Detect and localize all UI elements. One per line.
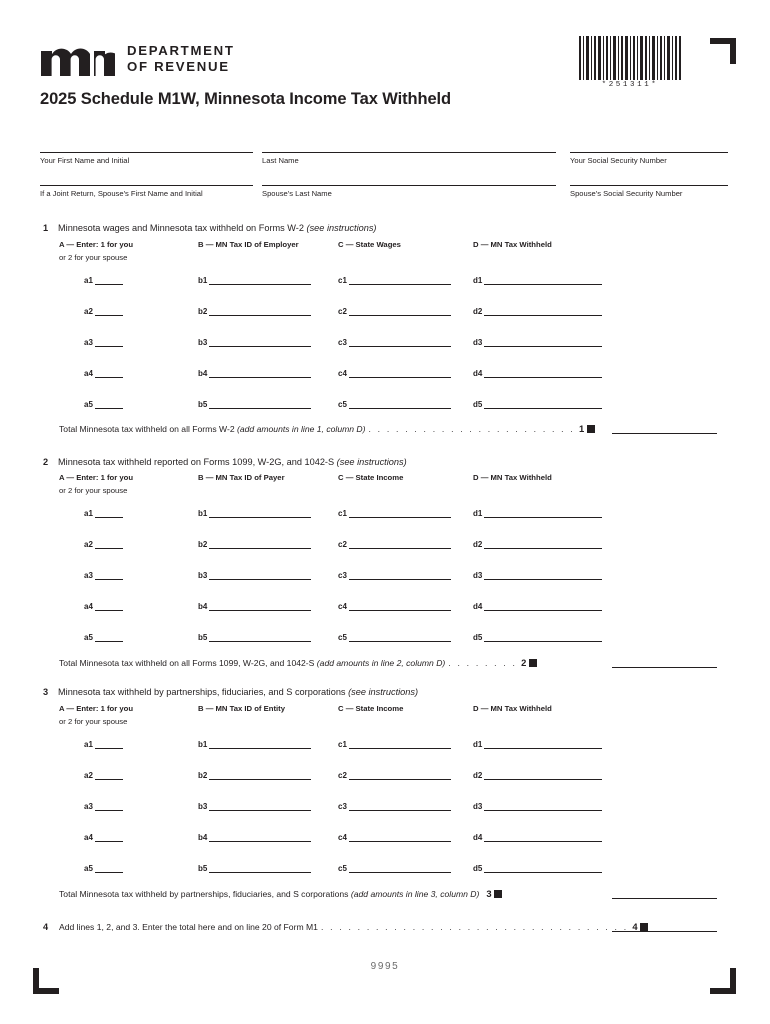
cell-line[interactable]	[484, 832, 602, 842]
line-4-number: 4	[43, 922, 49, 932]
input-s2-b3[interactable]	[198, 569, 311, 580]
cell-label: d3	[473, 338, 483, 347]
input-s2-c4[interactable]	[338, 600, 451, 611]
cell-line[interactable]	[349, 801, 451, 811]
cell-line[interactable]	[95, 863, 123, 873]
cell-label: c4	[338, 602, 347, 611]
section-2-column-a-head: A — Enter: 1 for you	[59, 473, 134, 482]
input-s1-c4[interactable]	[338, 367, 451, 378]
cell-label: b2	[198, 307, 208, 316]
section-3-title	[58, 687, 418, 697]
cell-line[interactable]	[209, 399, 311, 409]
field-last-name[interactable]	[262, 152, 556, 165]
input-s3-b4[interactable]	[198, 831, 311, 842]
cell-line[interactable]	[349, 570, 451, 580]
input-s2-c5[interactable]	[338, 631, 451, 642]
cell-label: a3	[84, 802, 93, 811]
section-2-title-note: (see instructions)	[336, 457, 407, 467]
registration-mark-top-right	[710, 38, 736, 64]
cell-line[interactable]	[349, 306, 451, 316]
input-s1-b2[interactable]	[198, 305, 311, 316]
section-1-title-text: Minnesota wages and Minnesota tax withheld on Forms W-2	[58, 223, 307, 233]
cell-label: b3	[198, 338, 208, 347]
section-2-column-a-subhead: or 2 for your spouse	[59, 486, 128, 495]
cell-label: b1	[198, 276, 208, 285]
cell-label: c1	[338, 276, 347, 285]
section-1-total-text: Total Minnesota tax withheld on all Forms W-2	[59, 424, 237, 434]
cell-label: c3	[338, 338, 347, 347]
input-s1-d3[interactable]	[473, 336, 602, 347]
input-s3-b2[interactable]	[198, 769, 311, 780]
field-spouse-first-name[interactable]	[40, 185, 253, 198]
cell-label: a4	[84, 602, 93, 611]
input-s2-a5[interactable]	[84, 631, 123, 642]
dot-leaders: . . . . . . . . . . . . . . . . . . . . . . . . . . . . . . . . . .	[320, 922, 629, 932]
cell-label: c5	[338, 864, 347, 873]
section-3-column-d-head: D — MN Tax Withheld	[473, 704, 552, 713]
footer-form-code: 9995	[370, 961, 400, 972]
input-s1-b1[interactable]	[198, 274, 311, 285]
cell-label: b3	[198, 571, 208, 580]
cell-line[interactable]	[484, 601, 602, 611]
input-s3-d1[interactable]	[473, 738, 602, 749]
input-s2-a3[interactable]	[84, 569, 123, 580]
cell-line[interactable]	[349, 368, 451, 378]
cell-label: d4	[473, 369, 483, 378]
cell-line[interactable]	[95, 801, 123, 811]
section-2-column-d-head: D — MN Tax Withheld	[473, 473, 552, 482]
cell-line[interactable]	[349, 539, 451, 549]
cell-line[interactable]	[484, 739, 602, 749]
input-s3-a4[interactable]	[84, 831, 123, 842]
dot-leaders: . . . . . . . . . . . . . . . . . . . . . . .	[368, 424, 575, 434]
cell-label: a2	[84, 540, 93, 549]
input-s1-b3[interactable]	[198, 336, 311, 347]
input-s3-d4[interactable]	[473, 831, 602, 842]
cell-line[interactable]	[209, 368, 311, 378]
input-s2-a1[interactable]	[84, 507, 123, 518]
checkbox-marker-icon	[640, 923, 648, 931]
cell-line[interactable]	[95, 508, 123, 518]
cell-label: b3	[198, 802, 208, 811]
input-s3-c5[interactable]	[338, 862, 451, 873]
input-s2-d4[interactable]	[473, 600, 602, 611]
cell-label: c5	[338, 400, 347, 409]
input-s1-d1[interactable]	[473, 274, 602, 285]
cell-label: d3	[473, 571, 483, 580]
input-s1-c3[interactable]	[338, 336, 451, 347]
input-s3-a1[interactable]	[84, 738, 123, 749]
section-1-column-c-head: C — State Wages	[338, 240, 401, 249]
input-s2-d3[interactable]	[473, 569, 602, 580]
section-2-line-number: 2	[521, 657, 527, 668]
input-s1-a1[interactable]	[84, 274, 123, 285]
cell-line[interactable]	[209, 801, 311, 811]
input-s2-d5[interactable]	[473, 631, 602, 642]
input-s3-b1[interactable]	[198, 738, 311, 749]
cell-line[interactable]	[209, 770, 311, 780]
cell-label: c4	[338, 369, 347, 378]
cell-line[interactable]	[349, 863, 451, 873]
cell-line[interactable]	[209, 863, 311, 873]
cell-label: d5	[473, 633, 483, 642]
line-4-label: Add lines 1, 2, and 3. Enter the total here and on line 20 of Form M1	[59, 922, 318, 932]
input-s1-d2[interactable]	[473, 305, 602, 316]
barcode-icon	[578, 36, 682, 80]
form-barcode	[578, 36, 682, 89]
cell-label: d1	[473, 509, 483, 518]
cell-line[interactable]	[484, 508, 602, 518]
input-s1-d5[interactable]	[473, 398, 602, 409]
cell-label: c2	[338, 540, 347, 549]
input-s1-c1[interactable]	[338, 274, 451, 285]
cell-line[interactable]	[209, 632, 311, 642]
cell-line[interactable]	[209, 306, 311, 316]
section-2-number: 2	[43, 457, 49, 467]
cell-label: a4	[84, 833, 93, 842]
section-2-column-c-head: C — State Income	[338, 473, 404, 482]
field-your-ssn[interactable]	[570, 152, 728, 165]
input-s1-b5[interactable]	[198, 398, 311, 409]
section-1-total-row	[59, 423, 595, 434]
cell-line[interactable]	[484, 570, 602, 580]
agency-logo	[41, 42, 235, 76]
cell-line[interactable]	[484, 337, 602, 347]
cell-line[interactable]	[95, 739, 123, 749]
cell-label: d4	[473, 602, 483, 611]
input-s2-b5[interactable]	[198, 631, 311, 642]
input-s2-a2[interactable]	[84, 538, 123, 549]
line-4-answer-number: 4	[632, 921, 638, 932]
input-s3-a2[interactable]	[84, 769, 123, 780]
cell-label: b2	[198, 540, 208, 549]
input-s3-c1[interactable]	[338, 738, 451, 749]
cell-line[interactable]	[349, 770, 451, 780]
section-2-title	[58, 457, 407, 467]
cell-label: b5	[198, 400, 208, 409]
cell-line[interactable]	[484, 863, 602, 873]
input-s2-d2[interactable]	[473, 538, 602, 549]
input-s2-c3[interactable]	[338, 569, 451, 580]
cell-label: a5	[84, 633, 93, 642]
cell-label: b5	[198, 633, 208, 642]
cell-label: d1	[473, 276, 483, 285]
cell-line[interactable]	[484, 399, 602, 409]
section-1-title-note: (see instructions)	[306, 223, 377, 233]
input-s3-d3[interactable]	[473, 800, 602, 811]
input-s3-a5[interactable]	[84, 862, 123, 873]
cell-label: a3	[84, 338, 93, 347]
section-2-column-b-head: B — MN Tax ID of Payer	[198, 473, 285, 482]
checkbox-marker-icon	[587, 425, 595, 433]
section-3-total-note: (add amounts in line 3, column D)	[350, 889, 480, 899]
cell-label: c2	[338, 771, 347, 780]
cell-line[interactable]	[95, 368, 123, 378]
section-1-line-number: 1	[578, 423, 585, 434]
cell-label: a1	[84, 740, 93, 749]
section-1-column-b-head: B — MN Tax ID of Employer	[198, 240, 299, 249]
cell-label: d2	[473, 540, 483, 549]
cell-label: c5	[338, 633, 347, 642]
input-s1-c2[interactable]	[338, 305, 451, 316]
input-s3-c2[interactable]	[338, 769, 451, 780]
agency-name-line2: OF REVENUE	[127, 59, 230, 74]
cell-label: b1	[198, 509, 208, 518]
answer-line-3[interactable]	[612, 898, 717, 899]
section-1-column-a-subhead: or 2 for your spouse	[59, 253, 128, 262]
answer-line-2[interactable]	[612, 667, 717, 668]
field-your-first-name[interactable]	[40, 152, 253, 165]
checkbox-marker-icon	[494, 890, 502, 898]
field-label: Your Social Security Number	[570, 155, 667, 165]
cell-label: a3	[84, 571, 93, 580]
field-label: If a Joint Return, Spouse's First Name and Initial	[40, 188, 203, 198]
section-3-total-text: Total Minnesota tax withheld by partnerships, fiduciaries, and S corporations	[59, 889, 351, 899]
section-2-title-text: Minnesota tax withheld reported on Forms 1099, W-2G, and 1042-S	[58, 457, 337, 467]
section-3-column-c-head: C — State Income	[338, 704, 404, 713]
cell-label: c3	[338, 802, 347, 811]
cell-label: d5	[473, 864, 483, 873]
field-label: Your First Name and Initial	[40, 155, 130, 165]
mn-logo-icon	[41, 42, 115, 76]
cell-line[interactable]	[95, 601, 123, 611]
section-1-total-label	[59, 424, 366, 434]
cell-label: d4	[473, 833, 483, 842]
input-s3-b5[interactable]	[198, 862, 311, 873]
section-2-total-label	[59, 658, 445, 668]
cell-line[interactable]	[349, 739, 451, 749]
cell-line[interactable]	[95, 275, 123, 285]
cell-line[interactable]	[484, 801, 602, 811]
cell-line[interactable]	[349, 832, 451, 842]
cell-line[interactable]	[209, 539, 311, 549]
cell-label: b5	[198, 864, 208, 873]
barcode-value: *251311*	[601, 81, 659, 89]
cell-label: c3	[338, 571, 347, 580]
cell-label: d1	[473, 740, 483, 749]
section-3-total-row	[59, 888, 502, 899]
cell-line[interactable]	[349, 275, 451, 285]
cell-line[interactable]	[484, 306, 602, 316]
input-s2-b2[interactable]	[198, 538, 311, 549]
cell-line[interactable]	[349, 337, 451, 347]
cell-line[interactable]	[95, 306, 123, 316]
cell-label: a2	[84, 307, 93, 316]
input-s2-b4[interactable]	[198, 600, 311, 611]
dot-leaders: . . . . . . . .	[448, 658, 518, 668]
cell-label: a1	[84, 509, 93, 518]
input-s2-a4[interactable]	[84, 600, 123, 611]
agency-name-line1: DEPARTMENT	[127, 43, 235, 58]
input-s1-a4[interactable]	[84, 367, 123, 378]
input-s1-a2[interactable]	[84, 305, 123, 316]
cell-line[interactable]	[484, 770, 602, 780]
cell-label: a5	[84, 864, 93, 873]
cell-label: b4	[198, 369, 208, 378]
field-label: Last Name	[262, 155, 299, 165]
cell-line[interactable]	[95, 632, 123, 642]
cell-line[interactable]	[349, 508, 451, 518]
input-s3-a3[interactable]	[84, 800, 123, 811]
section-3-total-label	[59, 889, 479, 899]
section-1-column-a-head: A — Enter: 1 for you	[59, 240, 134, 249]
input-s3-c3[interactable]	[338, 800, 451, 811]
field-label: Spouse's Last Name	[262, 188, 332, 198]
cell-line[interactable]	[484, 632, 602, 642]
input-s1-b4[interactable]	[198, 367, 311, 378]
input-s2-b1[interactable]	[198, 507, 311, 518]
cell-label: c2	[338, 307, 347, 316]
cell-line[interactable]	[209, 601, 311, 611]
cell-label: d5	[473, 400, 483, 409]
section-3-title-note: (see instructions)	[348, 687, 419, 697]
answer-line-4[interactable]	[612, 931, 717, 932]
cell-label: b4	[198, 602, 208, 611]
field-spouse-ssn[interactable]	[570, 185, 728, 198]
line-4-row	[59, 921, 648, 932]
section-3-column-a-head: A — Enter: 1 for you	[59, 704, 134, 713]
input-s2-d1[interactable]	[473, 507, 602, 518]
cell-line[interactable]	[95, 832, 123, 842]
section-1-number: 1	[43, 223, 49, 233]
cell-line[interactable]	[209, 508, 311, 518]
input-s3-b3[interactable]	[198, 800, 311, 811]
cell-label: a4	[84, 369, 93, 378]
input-s2-c2[interactable]	[338, 538, 451, 549]
cell-line[interactable]	[484, 539, 602, 549]
input-s1-d4[interactable]	[473, 367, 602, 378]
field-label: Spouse's Social Security Number	[570, 188, 683, 198]
section-2-total-text: Total Minnesota tax withheld on all Forms 1099, W-2G, and 1042-S	[59, 658, 317, 668]
checkbox-marker-icon	[529, 659, 537, 667]
input-s1-c5[interactable]	[338, 398, 451, 409]
cell-label: c1	[338, 740, 347, 749]
agency-name	[127, 43, 235, 75]
cell-line[interactable]	[349, 601, 451, 611]
page-title: 2025 Schedule M1W, Minnesota Income Tax Withheld	[40, 90, 452, 108]
cell-line[interactable]	[484, 275, 602, 285]
cell-line[interactable]	[95, 337, 123, 347]
section-1-total-note: (add amounts in line 1, column D)	[237, 424, 366, 434]
cell-line[interactable]	[95, 570, 123, 580]
cell-label: c4	[338, 833, 347, 842]
cell-label: a2	[84, 771, 93, 780]
section-1-title	[58, 223, 376, 233]
cell-line[interactable]	[209, 275, 311, 285]
section-1-column-d-head: D — MN Tax Withheld	[473, 240, 552, 249]
section-2-total-note: (add amounts in line 2, column D)	[316, 658, 446, 668]
input-s2-c1[interactable]	[338, 507, 451, 518]
answer-line-1[interactable]	[612, 433, 717, 434]
input-s3-d5[interactable]	[473, 862, 602, 873]
cell-label: a5	[84, 400, 93, 409]
cell-label: d2	[473, 307, 483, 316]
cell-line[interactable]	[209, 739, 311, 749]
cell-line[interactable]	[484, 368, 602, 378]
cell-label: b1	[198, 740, 208, 749]
field-spouse-last-name[interactable]	[262, 185, 556, 198]
input-s1-a3[interactable]	[84, 336, 123, 347]
cell-label: d2	[473, 771, 483, 780]
section-3-column-a-subhead: or 2 for your spouse	[59, 717, 128, 726]
section-3-line-number: 3	[486, 888, 492, 899]
cell-line[interactable]	[349, 632, 451, 642]
section-3-number: 3	[43, 687, 49, 697]
section-2-total-row	[59, 657, 537, 668]
section-3-column-b-head: B — MN Tax ID of Entity	[198, 704, 285, 713]
cell-label: b2	[198, 771, 208, 780]
cell-line[interactable]	[209, 570, 311, 580]
cell-label: b4	[198, 833, 208, 842]
cell-label: c1	[338, 509, 347, 518]
input-s3-c4[interactable]	[338, 831, 451, 842]
cell-line[interactable]	[209, 337, 311, 347]
cell-line[interactable]	[209, 832, 311, 842]
cell-line[interactable]	[95, 770, 123, 780]
input-s1-a5[interactable]	[84, 398, 123, 409]
cell-line[interactable]	[349, 399, 451, 409]
section-3-title-text: Minnesota tax withheld by partnerships, fiduciaries, and S corporations	[58, 687, 349, 697]
input-s3-d2[interactable]	[473, 769, 602, 780]
cell-label: d3	[473, 802, 483, 811]
cell-line[interactable]	[95, 399, 123, 409]
cell-label: a1	[84, 276, 93, 285]
cell-line[interactable]	[95, 539, 123, 549]
